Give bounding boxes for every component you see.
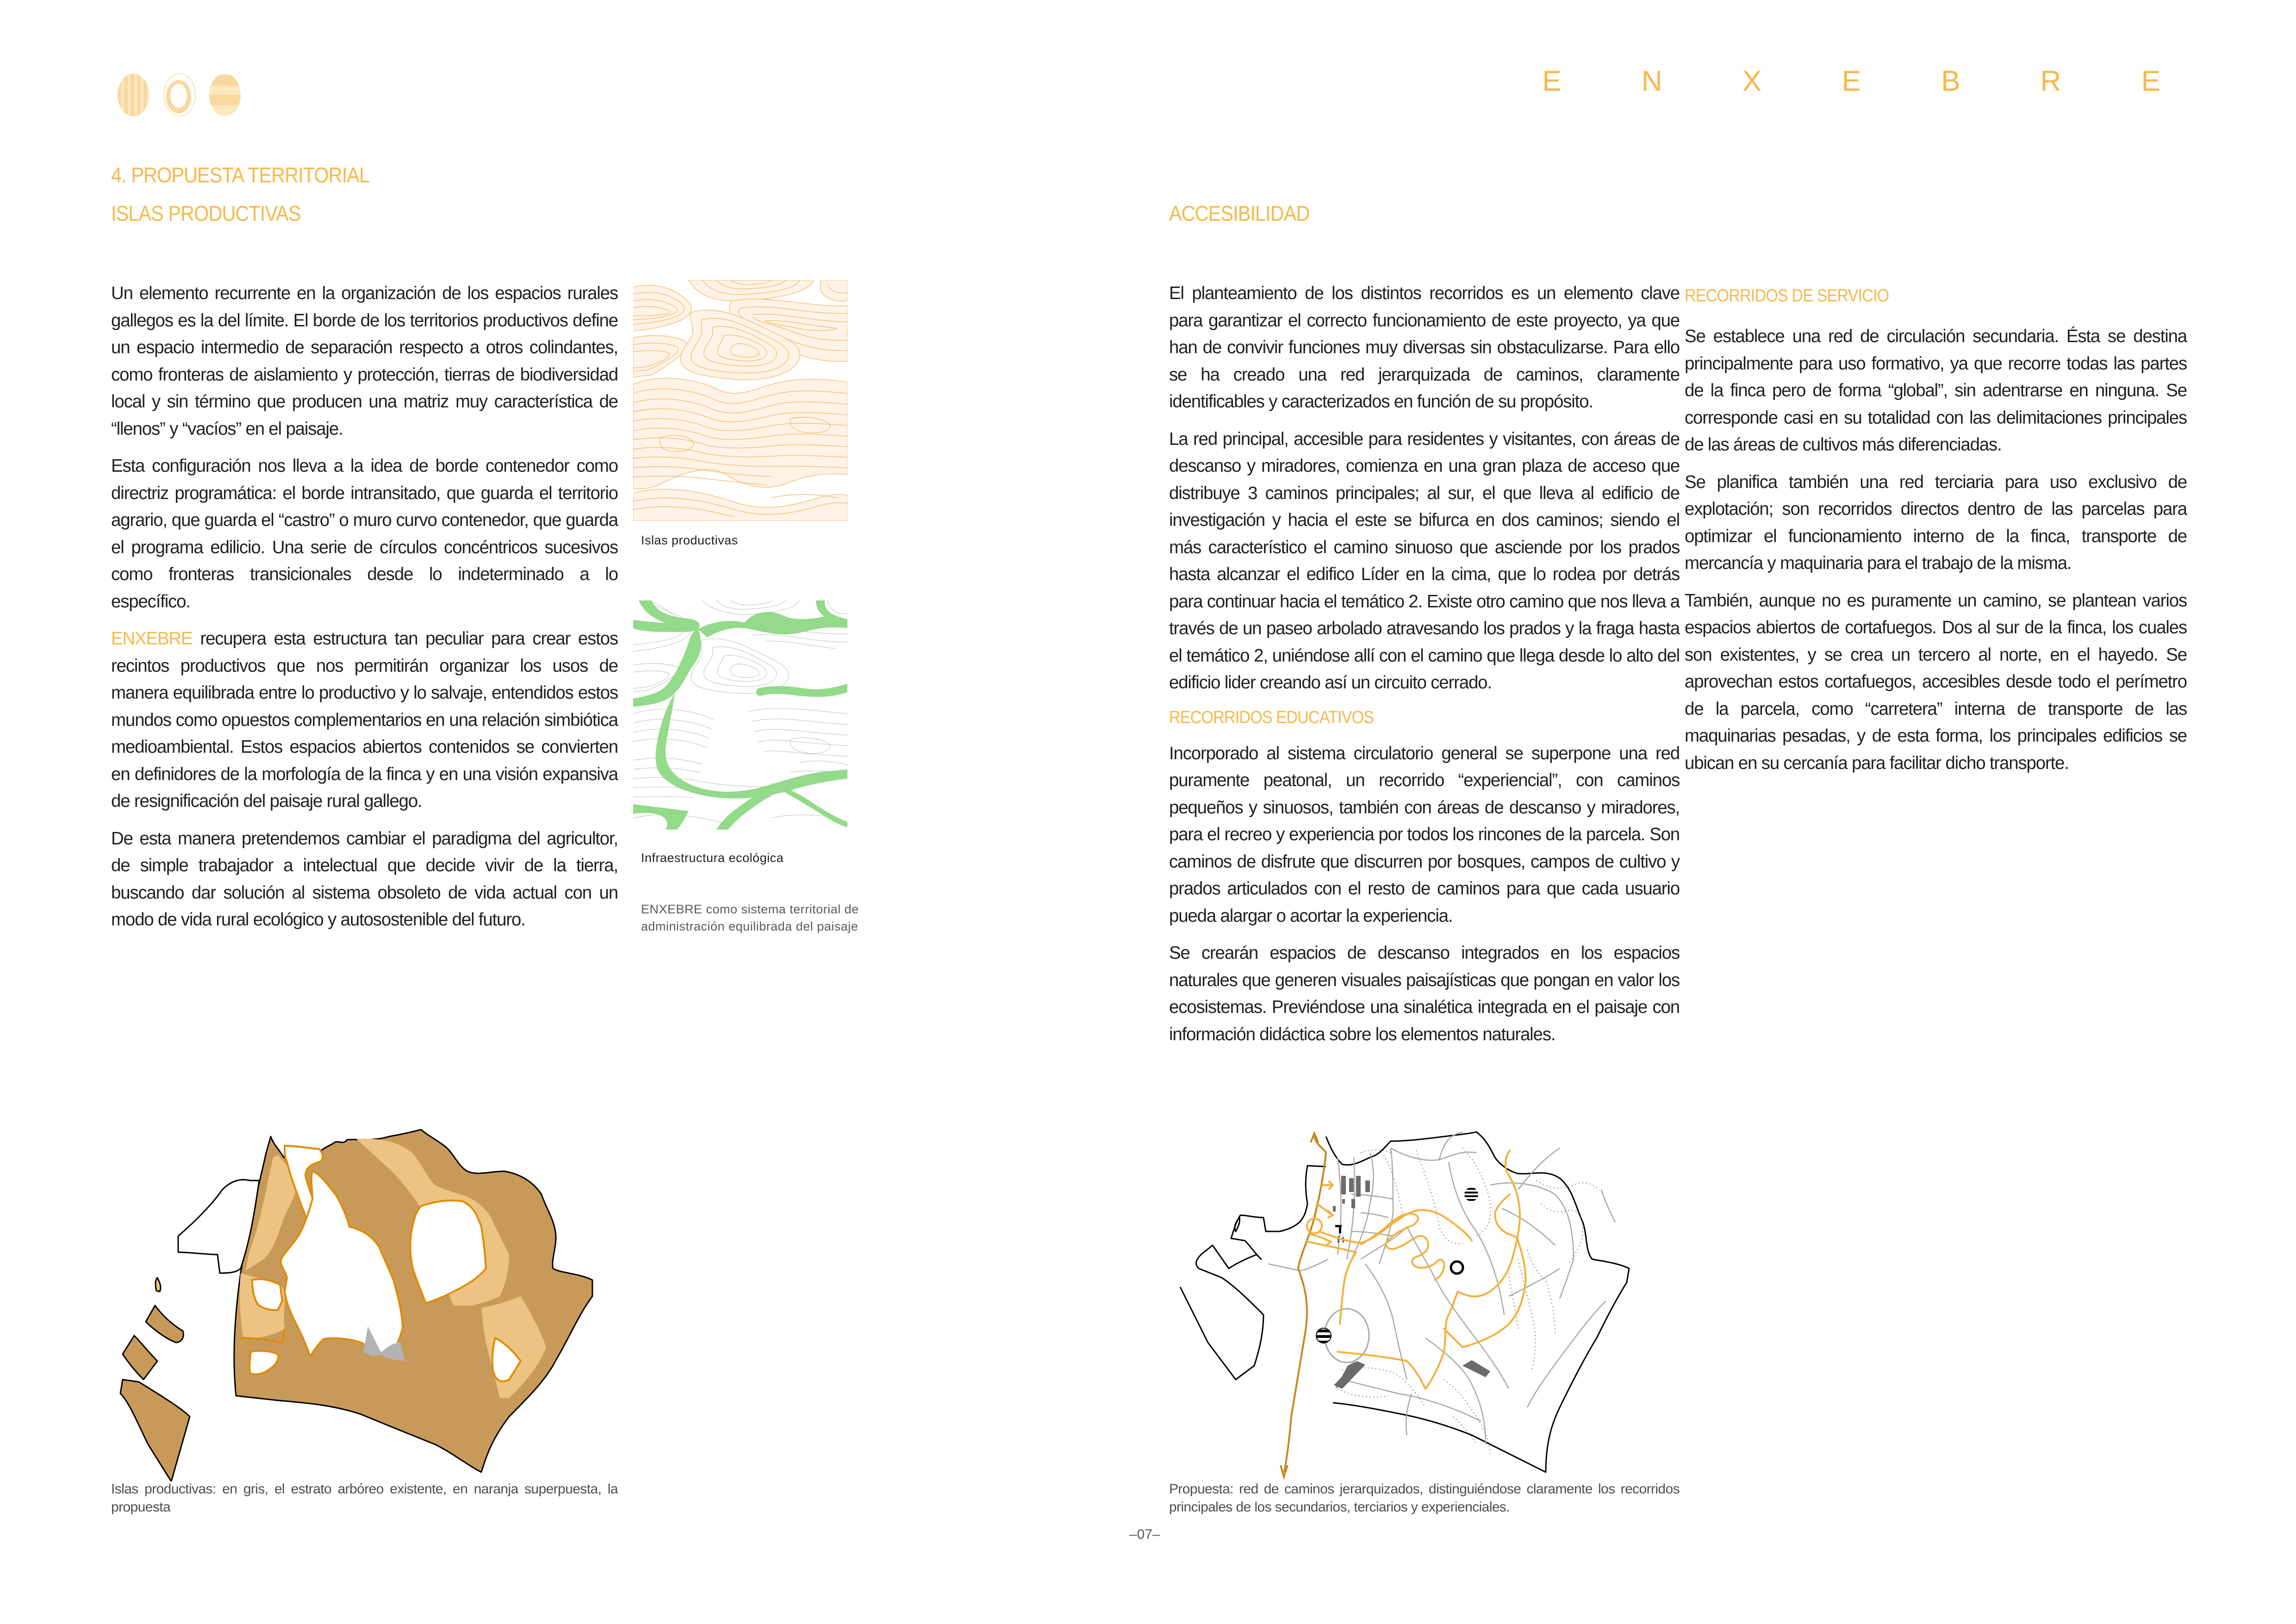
paragraph: Se establece una red de circulación secundaria. Ésta se destina principalmente para uso formativo, ya que recorre todas las partes de la finca pero de forma “global”, sin adentrarse en ninguna. Se corresponde casi en su totalidad con las delimitaciones principales de las áreas de cultivos más diferenciadas.: [1685, 326, 2187, 455]
enxebre-logo-icon: [111, 72, 250, 118]
map-islas-productivas: [102, 1120, 625, 1481]
figure2-caption: Infraestructura ecológica: [641, 851, 784, 865]
figure-infraestructura-ecologica: [633, 600, 847, 830]
subsection-title: ISLAS PRODUCTIVAS: [111, 201, 301, 225]
paragraph: El planteamiento de los distintos recorridos es un elemento clave para garantizar el correcto funcionamiento de este proyecto, ya que han de convivir funciones muy diversas sin obstaculizarse. Para ello se ha creado una red jerarquizada de caminos, claramente identificables y caracterizados en función de su propósito.: [1169, 283, 1680, 412]
enxebre-highlight: ENXEBRE: [111, 629, 193, 649]
paragraph-enxebre: [111, 625, 618, 815]
paragraph-text: recupera esta estructura tan peculiar para crear estos recintos productivos que nos permitirán organizar los usos de manera equilibrada entre lo productivo y lo salvaje, entendidos estos mundos como opuestos complementarios en una relación simbiótica medioambiental. Estos espacios abiertos contenidos se convierten en definidores de la morfología de la finca y en una visión expansiva de resignificación del paisaje rural gallego.: [111, 629, 618, 811]
paragraph: Un elemento recurrente en la organización de los espacios rurales gallegos es la del límite. El borde de los territorios productivos define un espacio intermedio de separación respecto a otros colindantes, como fronteras de aislamiento y protección, tierras de biodiversidad local y sin término que producen una matriz muy característica de “llenos” y “vacíos” en el paisaje.: [111, 283, 618, 439]
figure-islas-productivas-image: [633, 280, 847, 521]
figure1-caption: Islas productivas: [641, 533, 738, 547]
accesibilidad-title: ACCESIBILIDAD: [1169, 201, 1310, 225]
paragraph: También, aunque no es puramente un camino, se plantean varios espacios abiertos de cortafuegos. Dos al sur de la finca, los cuales son existentes, y se crea un tercero al norte, en el hayedo. Se aprovechan estos cortafuegos, accesibles desde todo el perímetro de la parcela, como “carretera” interna de transporte de las maquinarias pesadas, y de esta forma, los principales edificios se ubican en su cercanía para facilitar dicho transporte.: [1685, 590, 2187, 773]
left-body-text: [111, 280, 618, 944]
servicio-column: [1685, 278, 2187, 787]
paragraph: Se crearán espacios de descanso integrados en los espacios naturales que generen visuales paisajísticas que pongan en valor los ecosistemas. Previéndose una sinalética integrada en el paisaje con información didáctica sobre los elementos naturales.: [1169, 943, 1680, 1044]
paragraph: Incorporado al sistema circulatorio general se superpone una red puramente peatonal, un recorrido “experiencial”, con caminos pequeños y sinuosos, también con áreas de descanso y miradores, para el recreo y experiencia por todos los rincones de la parcela. Son caminos de disfrute que discurren por bosques, campos de cultivo y prados articulados con el resto de caminos para que cada usuario pueda alargar o acortar la experiencia.: [1169, 743, 1680, 926]
page-number: –07–: [1129, 1527, 1160, 1542]
accesibilidad-body: [1169, 280, 1680, 1058]
left-map-caption: Islas productivas: en gris, el estrato arbóreo existente, en naranja superpuesta, la propuesta: [111, 1481, 618, 1515]
paragraph: Se planifica también una red terciaria para uso exclusivo de explotación; son recorridos directos dentro de las parcelas para optimizar el funcionamiento interno de la finca, transporte de mercancía y maquinaria para el trabajo de la misma.: [1685, 472, 2187, 573]
servicio-title: RECORRIDOS DE SERVICIO: [1685, 286, 1889, 306]
paragraph: La red principal, accesible para residentes y visitantes, con áreas de descanso y miradores, comienza en una gran plaza de acceso que distribuye 3 caminos principales; al sur, el que lleva al edificio de investigación y hacia el este se bifurca en dos caminos; siendo el más característico el camino sinuoso que asciende por los prados hasta alcanzar el edifico Líder en la cima, que lo rodea por detrás para continuar hacia el temático 2. Existe otro camino que nos lleva a través de un paseo arbolado atravesando los prados y la fraga hasta el temático 2, uniéndose allí con el camino que llega desde lo alto del edificio lider creando así un circuito cerrado.: [1169, 429, 1680, 693]
brand-title: E N X E B R E: [1542, 65, 2196, 97]
figures-note: ENXEBRE como sistema territorial de administración equilibrada del paisaje: [641, 902, 859, 933]
paragraph: Esta configuración nos lleva a la idea de borde contenedor como directriz programática: el borde intransitado, que guarda el territorio agrario, que guarda el “castro” o muro curvo contenedor, que guarda el programa edilicio. Una serie de círculos concéntricos sucesivos como fronteras transicionales desde lo indeterminado a lo específico.: [111, 456, 618, 612]
section-title: 4. PROPUESTA TERRITORIAL: [111, 163, 370, 187]
right-map-caption: Propuesta: red de caminos jerarquizados, distinguiéndose claramente los recorridos principales de los secundarios, terciarios y experienciales.: [1169, 1481, 1680, 1515]
educativos-title: RECORRIDOS EDUCATIVOS: [1169, 707, 1374, 727]
map-red-de-caminos: [1166, 1120, 1689, 1486]
paragraph: De esta manera pretendemos cambiar el paradigma del agricultor, de simple trabajador a intelectual que decide vivir de la tierra, buscando dar solución al sistema obsoleto de vida actual con un modo de vida rural ecológico y autosostenible del futuro.: [111, 828, 618, 930]
